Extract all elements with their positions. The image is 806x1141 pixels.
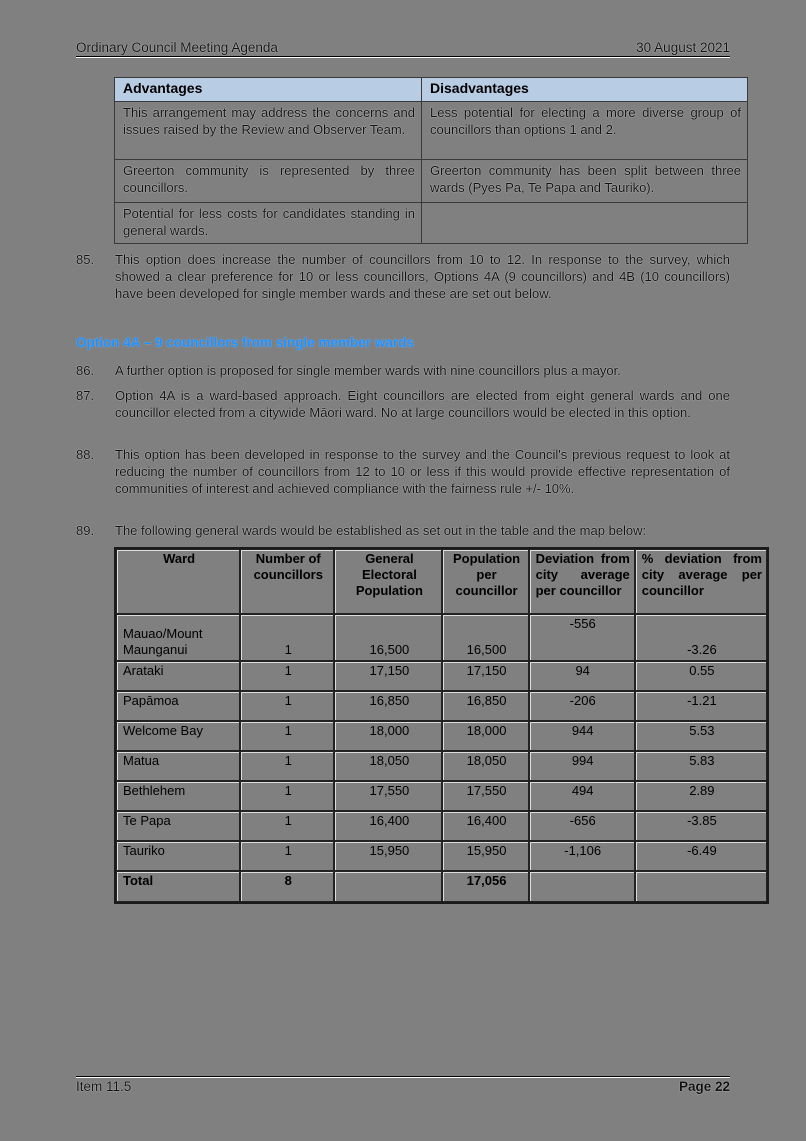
ward-cell: Te Papa [116,811,240,841]
paragraph-87 [76,387,730,421]
percent-deviation-cell: -3.26 [635,614,767,661]
paragraph-text: Option 4A is a ward-based approach. Eight councillors are elected from eight general wards and one councillor elected from a citywide Māori ward. No at large councillors would be elected in this option. [115,388,730,420]
table-row [115,160,748,203]
paragraph-text: A further option is proposed for single member wards with nine councillors plus a mayor. [115,363,621,378]
disadvantage-cell: Less potential for electing a more diverse group of councillors than options 1 and 2. [422,102,748,160]
total-deviation [529,871,635,902]
percent-deviation-cell: -6.49 [635,841,767,871]
deviation-cell: -1,106 [529,841,635,871]
deviation-cell: 94 [529,661,635,691]
total-row [116,871,767,902]
electoral-population-cell: 17,150 [334,661,442,691]
deviation-cell: 994 [529,751,635,781]
paragraph-number: 85. [76,252,95,267]
population-per-councillor-cell: 16,500 [442,614,528,661]
electoral-population-cell: 17,550 [334,781,442,811]
councillors-cell: 1 [240,781,334,811]
paragraph-number: 87. [76,388,95,403]
page-footer [76,1076,730,1094]
advantages-table [114,77,748,244]
ward-cell: Matua [116,751,240,781]
ward-cell: Tauriko [116,841,240,871]
population-per-councillor-cell: 16,400 [442,811,528,841]
electoral-population-cell: 15,950 [334,841,442,871]
population-per-councillor-cell: 18,050 [442,751,528,781]
paragraph-number: 89. [76,523,95,538]
document-title: Ordinary Council Meeting Agenda [76,40,278,55]
electoral-population-header: General Electoral Population [334,549,442,614]
paragraph-89 [76,522,730,539]
population-per-councillor-cell: 17,550 [442,781,528,811]
paragraph-text: This option does increase the number of councillors from 10 to 12. In response to the survey, which showed a clear preference for 10 or less councillors, Options 4A (9 councillors) and 4B (10 councillors) have been developed for single member wards and these are set out below. [115,252,730,301]
councillors-cell: 1 [240,751,334,781]
paragraph-number: 86. [76,363,95,378]
councillors-cell: 1 [240,721,334,751]
deviation-cell: -206 [529,691,635,721]
table-header-row [116,549,767,614]
paragraph-86 [76,362,730,379]
table-row [115,102,748,160]
page-header [76,40,730,57]
percent-deviation-cell: -1.21 [635,691,767,721]
total-electoral-population [334,871,442,902]
total-percent-deviation [635,871,767,902]
total-label: Total [116,871,240,902]
total-population-per-councillor: 17,056 [442,871,528,902]
deviation-header: Deviation from city average per councillor [529,549,635,614]
ward-cell: Arataki [116,661,240,691]
population-per-councillor-cell: 18,000 [442,721,528,751]
percent-deviation-header: % deviation from city average per councillor [635,549,767,614]
percent-deviation-cell: 2.89 [635,781,767,811]
electoral-population-cell: 18,000 [334,721,442,751]
table-row [116,811,767,841]
section-heading: Option 4A – 9 councillors from single member wards [76,335,414,350]
percent-deviation-cell: -3.85 [635,811,767,841]
table-row [116,751,767,781]
advantage-cell: Greerton community is represented by three councillors. [115,160,422,203]
disadvantage-cell [422,203,748,244]
councillors-cell: 1 [240,841,334,871]
table-row [116,614,767,661]
table-row [116,691,767,721]
paragraph-text: The following general wards would be established as set out in the table and the map below: [115,523,647,538]
advantages-header: Advantages [115,78,422,102]
document-date: 30 August 2021 [636,40,730,55]
ward-cell: Mauao/Mount Maunganui [116,614,240,661]
ward-cell: Papāmoa [116,691,240,721]
advantage-cell: Potential for less costs for candidates standing in general wards. [115,203,422,244]
population-per-councillor-cell: 16,850 [442,691,528,721]
table-row [116,661,767,691]
page-number: Page 22 [678,1079,730,1094]
table-row [116,721,767,751]
deviation-cell: -656 [529,811,635,841]
population-per-councillor-cell: 15,950 [442,841,528,871]
disadvantages-header: Disadvantages [422,78,748,102]
table-row [116,781,767,811]
deviation-cell: 944 [529,721,635,751]
councillors-cell: 1 [240,691,334,721]
disadvantage-cell: Greerton community has been split between three wards (Pyes Pa, Te Papa and Tauriko). [422,160,748,203]
paragraph-text: This option has been developed in response to the survey and the Council's previous request to look at reducing the number of councillors from 12 to 10 or less if this would provide effective representation of communities of interest and achieved compliance with the fairness rule +/- 10%. [115,447,730,496]
electoral-population-cell: 18,050 [334,751,442,781]
table-header-row [115,78,748,102]
population-per-councillor-header: Population per councillor [442,549,528,614]
advantage-cell: This arrangement may address the concerns and issues raised by the Review and Observer Team. [115,102,422,160]
paragraph-88 [76,446,730,497]
percent-deviation-cell: 0.55 [635,661,767,691]
paragraph-85 [76,251,730,302]
councillors-cell: 1 [240,614,334,661]
ward-cell: Welcome Bay [116,721,240,751]
population-per-councillor-cell: 17,150 [442,661,528,691]
percent-deviation-cell: 5.83 [635,751,767,781]
ward-table [114,547,769,904]
table-row [116,841,767,871]
electoral-population-cell: 16,500 [334,614,442,661]
councillors-cell: 1 [240,661,334,691]
deviation-cell: -556 [529,614,635,661]
councillors-cell: 1 [240,811,334,841]
councillors-header: Number of councillors [240,549,334,614]
ward-header: Ward [116,549,240,614]
total-councillors: 8 [240,871,334,902]
electoral-population-cell: 16,400 [334,811,442,841]
item-number: Item 11.5 [76,1079,132,1094]
percent-deviation-cell: 5.53 [635,721,767,751]
electoral-population-cell: 16,850 [334,691,442,721]
table-row [115,203,748,244]
deviation-cell: 494 [529,781,635,811]
paragraph-number: 88. [76,447,95,462]
ward-cell: Bethlehem [116,781,240,811]
